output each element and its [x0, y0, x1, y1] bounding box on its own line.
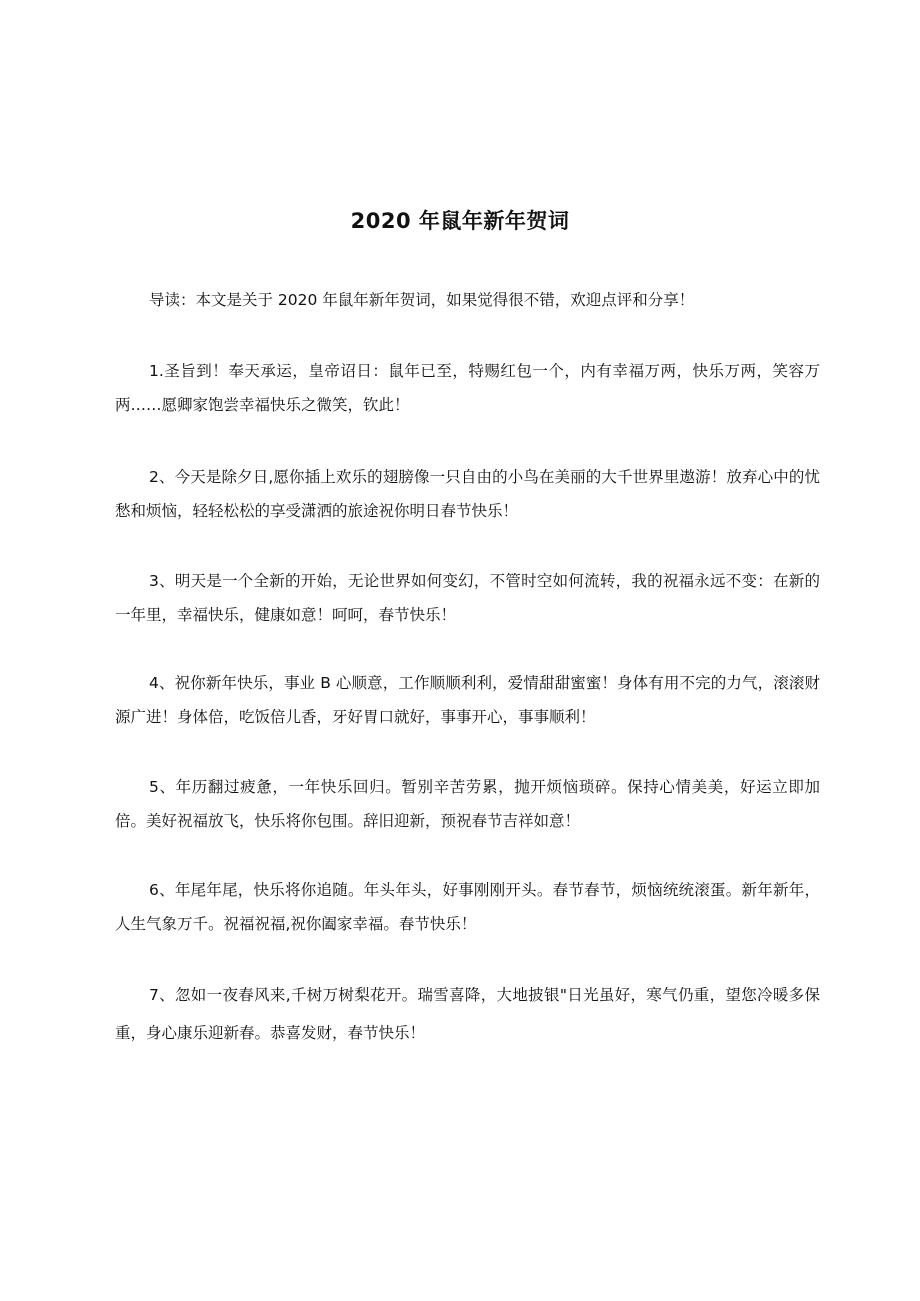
greeting-paragraph-2: 2、今天是除夕日,愿你插上欢乐的翅膀像一只自由的小鸟在美丽的大千世界里遨游！放弃心中的忧愁和烦恼，轻轻松松的享受潇洒的旅途祝你明日春节快乐！: [115, 468, 820, 520]
greeting-paragraph-3: 3、明天是一个全新的开始，无论世界如何变幻，不管时空如何流转，我的祝福永远不变：在新的一年里，幸福快乐，健康如意！呵呵，春节快乐！: [115, 572, 820, 624]
greeting-paragraph-6: 6、年尾年尾，快乐将你追随。年头年头，好事刚刚开头。春节春节，烦恼统统滚蛋。新年新年，人生气象万千。祝福祝福,祝你阖家幸福。春节快乐！: [115, 881, 820, 933]
greeting-paragraph-4: 4、祝你新年快乐，事业 B 心顺意，工作顺顺利利，爱情甜甜蜜蜜！身体有用不完的力气，滚滚财源广进！身体倍，吃饭倍儿香，牙好胃口就好，事事开心，事事顺利！: [115, 674, 820, 726]
greeting-paragraph-1: 1.圣旨到！奉天承运，皇帝诏日：鼠年已至，特赐红包一个，内有幸福万两，快乐万两，笑容万两……愿卿家饱尝幸福快乐之微笑，钦此！: [115, 362, 820, 414]
document-title: 2020 年鼠年新年贺词: [350, 209, 570, 233]
greeting-paragraph-5: 5、年历翻过疲惫，一年快乐回归。暂别辛苦劳累，抛开烦恼琐碎。保持心情美美，好运立即加倍。美好祝福放飞，快乐将你包围。辞旧迎新，预祝春节吉祥如意！: [115, 778, 820, 830]
intro-paragraph: 导读：本文是关于 2020 年鼠年新年贺词，如果觉得很不错，欢迎点评和分享！: [149, 291, 695, 309]
greeting-paragraph-7: 7、忽如一夜春风来,千树万树梨花开。瑞雪喜降，大地披银"日光虽好，寒气仍重，望您冷暖多保重，身心康乐迎新春。恭喜发财，春节快乐！: [115, 986, 820, 1042]
